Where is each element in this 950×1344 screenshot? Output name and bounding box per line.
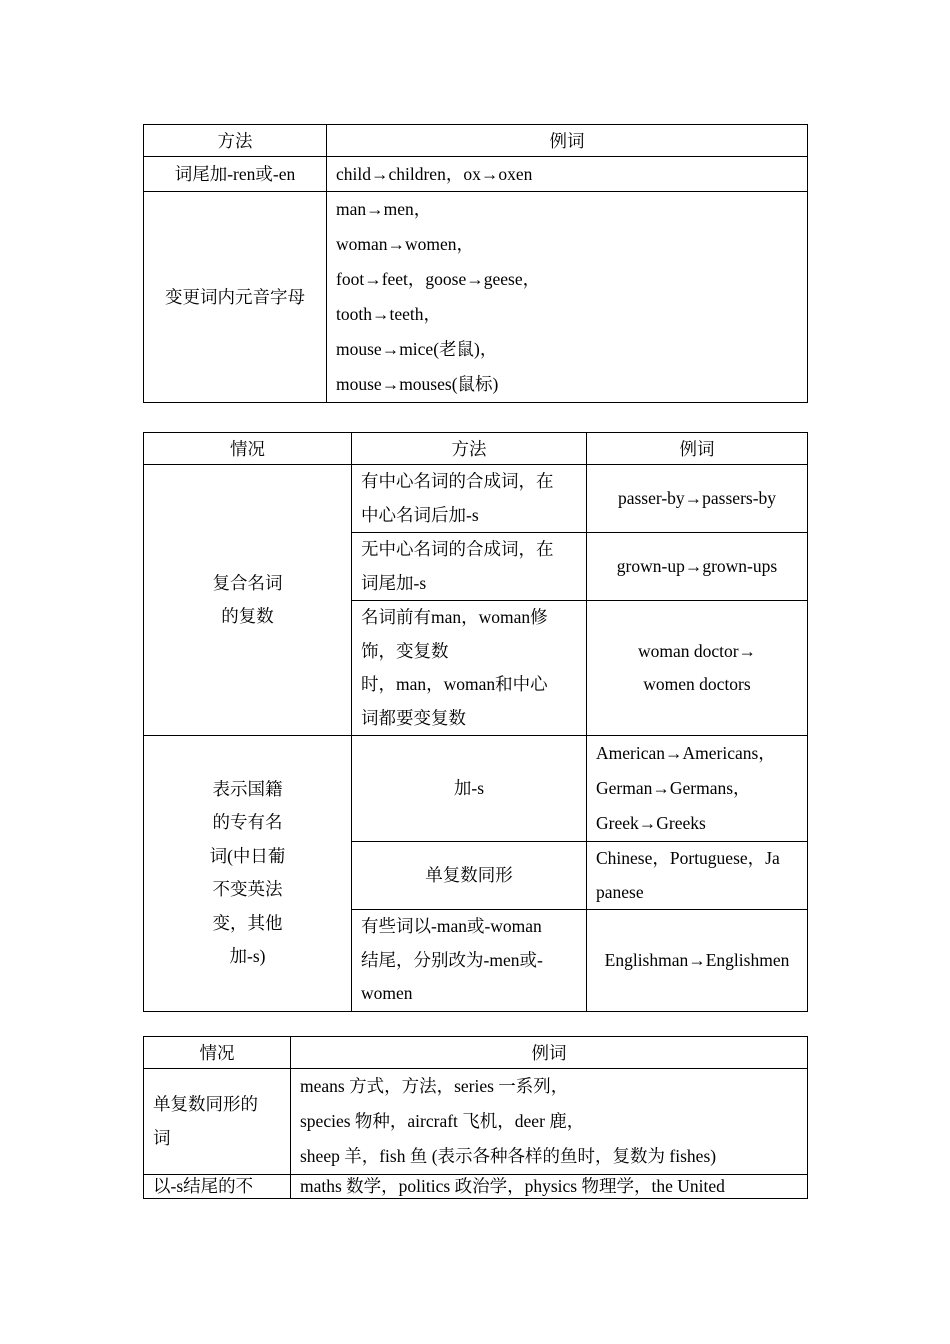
table-row [144,465,808,533]
method-line: 加-s [453,777,485,798]
example-cell [587,533,808,601]
table-row [144,192,808,403]
table-header-row [144,1037,808,1069]
method-cell [352,465,587,533]
example-line: tooth→teeth， [336,304,441,324]
example-line: women doctors [643,674,751,694]
example-line: mouse→mice(老鼠)， [336,339,498,359]
example-line: woman doctor→ [637,640,757,661]
example-line: man→men， [336,199,432,219]
method-line: 结尾，分别改为-men或- [361,949,543,970]
table-row [144,1175,808,1199]
method-line: 单复数同形 [425,864,513,885]
example-cell [587,736,808,842]
situation-cell [144,736,352,1012]
method-line: 词尾加-s [361,572,427,593]
irregular-plural-table [143,124,808,403]
example-cell [587,842,808,910]
table-header-row [144,433,808,465]
example-cell [587,601,808,736]
example-line: species 物种，aircraft 飞机，deer 鹿， [300,1111,585,1131]
examples-cell [327,157,808,192]
method-cell: 词尾加-ren或-en [144,157,327,192]
situation-line: 表示国籍 [212,778,283,799]
example-line: German→Germans， [596,778,751,798]
header-method: 方法 [352,433,587,465]
header-method: 方法 [144,125,327,157]
method-cell: 变更词内元音字母 [144,192,327,403]
method-line: women [361,983,413,1003]
examples-cell [327,192,808,403]
example-cell [587,910,808,1012]
method-line: 饰，变复数 [361,640,449,661]
examples-cell [291,1069,808,1175]
method-cell [352,533,587,601]
situation-line: 的专有名 [212,812,283,833]
method-line: 有中心名词的合成词，在 [361,471,554,491]
examples-cell [291,1175,808,1199]
situation-line: 词(中日葡 [209,845,286,866]
example-line: panese [596,881,644,902]
header-examples: 例词 [291,1037,808,1069]
example-line: American→Americans， [596,743,776,763]
situation-line: 的复数 [221,606,274,626]
example-line: child→children，ox→oxen [336,164,533,184]
header-situation: 情况 [144,433,352,465]
example-line: mouse→mouses(鼠标) [336,374,499,394]
situation-cell [144,465,352,736]
example-line: maths 数学，politics 政治学，physics 物理学，the United [300,1176,725,1196]
situation-line: 以-s结尾的不 [153,1176,254,1196]
example-line: Chinese，Portuguese，Ja [596,848,780,868]
example-line: foot→feet，goose→geese， [336,269,541,289]
method-line: 时，man，woman和中心 [361,674,548,694]
method-line: 有些词以-man或-woman [361,916,542,936]
situation-cell [144,1175,291,1199]
example-cell [587,465,808,533]
method-cell [352,910,587,1012]
header-examples: 例词 [587,433,808,465]
example-line: sheep 羊，fish 鱼 (表示各种各样的鱼时，复数为 fishes) [300,1146,717,1166]
situation-line: 词 [153,1127,171,1148]
example-line: woman→women， [336,234,475,254]
example-line: grown-up→grown-ups [616,555,778,576]
situation-line: 变，其他 [212,912,283,933]
situation-line: 复合名词 [212,572,283,593]
method-line: 中心名词后加-s [361,504,479,525]
method-line: 词都要变复数 [361,707,466,728]
example-line: passer-by→passers-by [617,487,777,508]
method-cell [352,601,587,736]
situation-cell [144,1069,291,1175]
situation-line: 不变英法 [212,879,283,900]
same-form-plural-table [143,1036,808,1199]
situation-line: 单复数同形的 [153,1094,258,1114]
situation-line: 加-s) [229,946,266,967]
header-examples: 例词 [327,125,808,157]
table-header-row [144,125,808,157]
table-row [144,157,808,192]
example-line: means 方式，方法，series 一系列， [300,1076,569,1096]
example-line: Greek→Greeks [596,813,706,833]
compound-and-nationality-table [143,432,808,1012]
method-cell [352,842,587,910]
method-cell [352,736,587,842]
table-row [144,736,808,842]
table-row [144,1069,808,1175]
header-situation: 情况 [144,1037,291,1069]
method-line: 无中心名词的合成词，在 [361,539,554,559]
method-line: 名词前有man，woman修 [361,607,548,627]
example-line: Englishman→Englishmen [604,949,790,970]
